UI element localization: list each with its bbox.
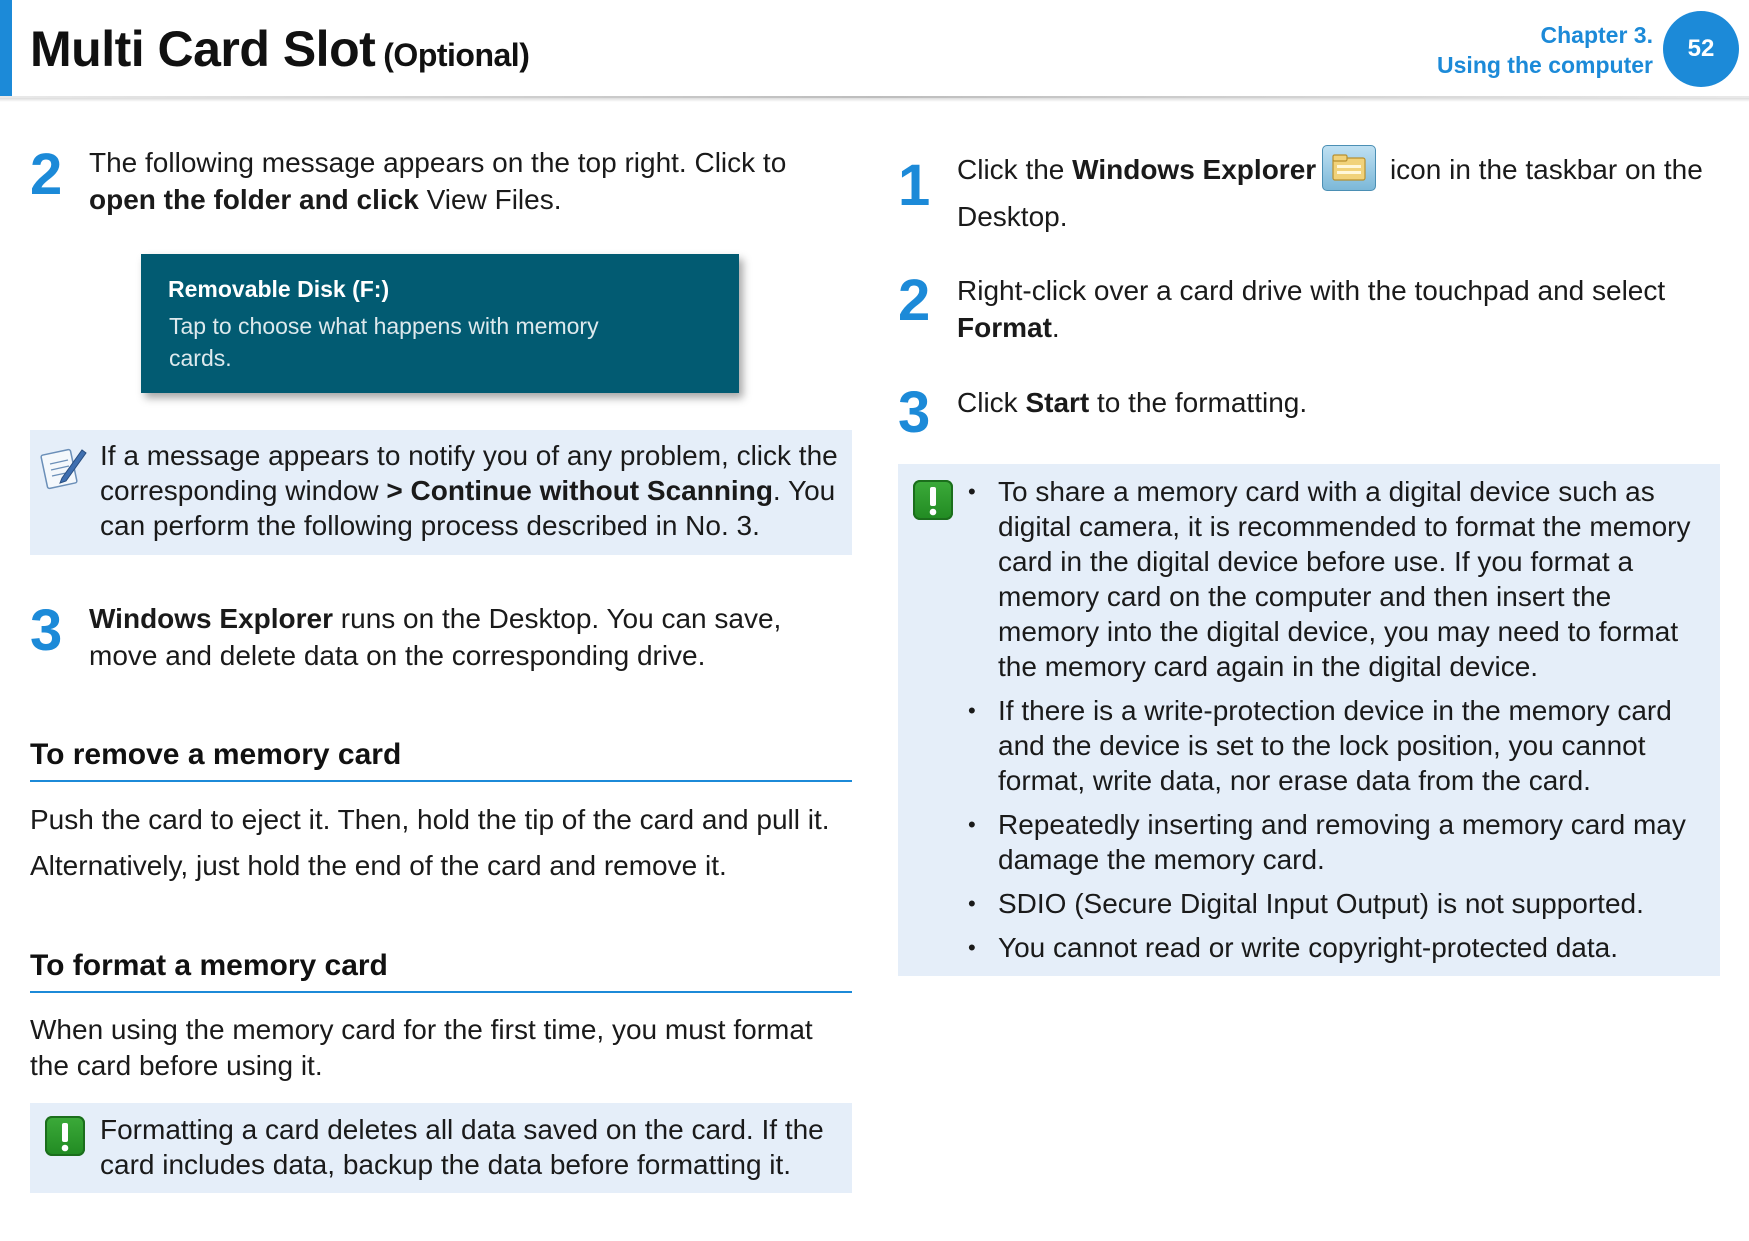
page-title: [30, 20, 529, 78]
note-text: If a message appears to notify you of any problem, click the corresponding window > Continue without Scanning. You can perform the following process described in No. 3.: [100, 440, 838, 541]
format-card-para: When using the memory card for the first time, you must format the card before using it.: [30, 1014, 813, 1081]
title-main: Multi Card Slot: [30, 21, 376, 77]
notification-message: Tap to choose what happens with memory cards.: [169, 313, 599, 371]
warning-text: Formatting a card deletes all data saved on the card. If the card includes data, backup the data before formatting it.: [100, 1114, 824, 1180]
exclamation-warning-icon: [913, 480, 953, 520]
list-item: • You cannot read or write copyright-protected data.: [968, 930, 1708, 965]
step-number-3: 3: [30, 598, 63, 663]
chapter-title: Using the computer: [1437, 52, 1653, 78]
right-step-2-text: Right-click over a card drive with the touchpad and select Format.: [957, 275, 1666, 343]
right-step-number-1: 1: [898, 153, 931, 218]
right-step-3-text: Click Start to the formatting.: [957, 387, 1308, 418]
remove-card-para-1: Push the card to eject it. Then, hold the tip of the card and pull it.: [30, 804, 830, 835]
chapter-label: [1437, 20, 1653, 80]
list-item: • To share a memory card with a digital device such as digital camera, it is recommended to format the memory card in the digital device before use. If you format a memory card on the computer and then insert the memory into the digital device, you may need to format the memory card again in the digital device.: [968, 474, 1708, 684]
chapter-number: Chapter 3.: [1540, 22, 1653, 48]
section-divider: [30, 991, 852, 993]
list-item: • If there is a write-protection device in the memory card and the device is set to the lock position, you cannot format, write data, nor erase data from the card.: [968, 693, 1708, 798]
step-2-text: The following message appears on the top right. Click to open the folder and click View Files.: [89, 147, 787, 215]
right-step-number-2: 2: [898, 268, 931, 333]
section-divider: [30, 780, 852, 782]
remove-card-heading: To remove a memory card: [30, 738, 402, 771]
remove-card-para-2: Alternatively, just hold the end of the card and remove it.: [30, 850, 727, 881]
warning-bullet-list: [968, 474, 1708, 974]
exclamation-warning-icon: [45, 1116, 85, 1156]
step-number-2: 2: [30, 142, 63, 207]
windows-explorer-icon: [1322, 145, 1376, 191]
format-card-heading: To format a memory card: [30, 949, 388, 982]
removable-disk-notification[interactable]: [141, 254, 739, 393]
step-3-text: Windows Explorer runs on the Desktop. You can save, move and delete data on the corresponding drive.: [89, 603, 782, 671]
header-accent-bar: [0, 0, 12, 96]
right-step-number-3: 3: [898, 380, 931, 445]
list-item: • SDIO (Secure Digital Input Output) is not supported.: [968, 886, 1708, 921]
header-divider-line: [0, 96, 1749, 98]
list-item: • Repeatedly inserting and removing a memory card may damage the memory card.: [968, 807, 1708, 877]
title-suffix: (Optional): [383, 37, 530, 73]
notification-title: Removable Disk (F:): [168, 276, 390, 302]
page-number-badge: 52: [1663, 11, 1739, 87]
pencil-note-icon: [40, 444, 88, 490]
right-step-1-text: Click the Windows Explorer icon in the taskbar on the Desktop.: [957, 148, 1717, 239]
